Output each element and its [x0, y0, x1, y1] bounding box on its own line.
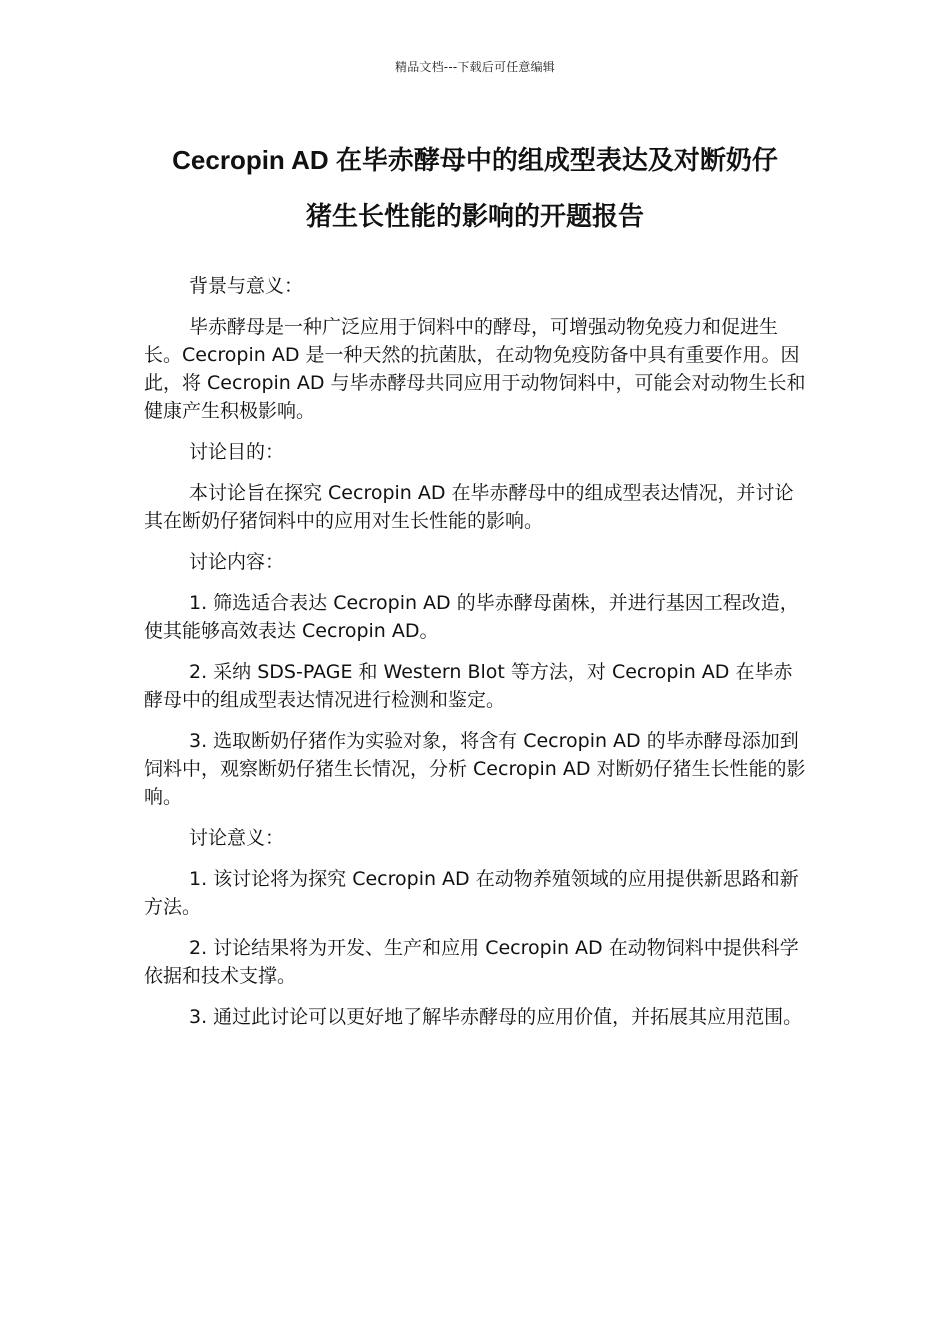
significance-item-2: 2. 讨论结果将为开发、生产和应用 Cecropin AD 在动物饲料中提供科学依据和技术支撑。 [144, 937, 799, 987]
significance-item-3: 3. 通过此讨论可以更好地了解毕赤酵母的应用价值，并拓展其应用范围。 [189, 1006, 803, 1028]
document-title [120, 132, 830, 244]
document-body [144, 272, 806, 1044]
paragraph-purpose: 本讨论旨在探究 Cecropin AD 在毕赤酵母中的组成型表达情况，并讨论其在断奶仔猪饲料中的应用对生长性能的影响。 [144, 482, 794, 532]
title-line-1: Cecropin AD 在毕赤酵母中的组成型表达及对断奶仔 [172, 145, 778, 175]
significance-item-1: 1. 该讨论将为探究 Cecropin AD 在动物养殖领域的应用提供新思路和新方法。 [144, 868, 799, 918]
section-heading-background: 背景与意义： [189, 275, 304, 297]
header-note: 精品文档---下载后可任意编辑 [395, 60, 555, 74]
paragraph-background: 毕赤酵母是一种广泛应用于饲料中的酵母，可增强动物免疫力和促进生长。Cecropin AD 是一种天然的抗菌肽，在动物免疫防备中具有重要作用。因此，将 Cecropin AD 与毕赤酵母共同应用于动物饲料中，可能会对动物生长和健康产生积极影响。 [144, 316, 806, 422]
section-heading-significance: 讨论意义： [189, 827, 285, 849]
content-item-2: 2. 采纳 SDS-PAGE 和 Western Blot 等方法，对 Cecropin AD 在毕赤酵母中的组成型表达情况进行检测和鉴定。 [144, 661, 793, 711]
content-item-1: 1. 筛选适合表达 Cecropin AD 的毕赤酵母菌株，并进行基因工程改造，使其能够高效表达 Cecropin AD。 [144, 592, 799, 642]
content-item-3: 3. 选取断奶仔猪作为实验对象，将含有 Cecropin AD 的毕赤酵母添加到饲料中，观察断奶仔猪生长情况，分析 Cecropin AD 对断奶仔猪生长性能的影响。 [144, 730, 806, 808]
title-line-2: 猪生长性能的影响的开题报告 [305, 201, 644, 231]
section-heading-purpose: 讨论目的： [189, 441, 285, 463]
section-heading-content: 讨论内容： [189, 551, 285, 573]
